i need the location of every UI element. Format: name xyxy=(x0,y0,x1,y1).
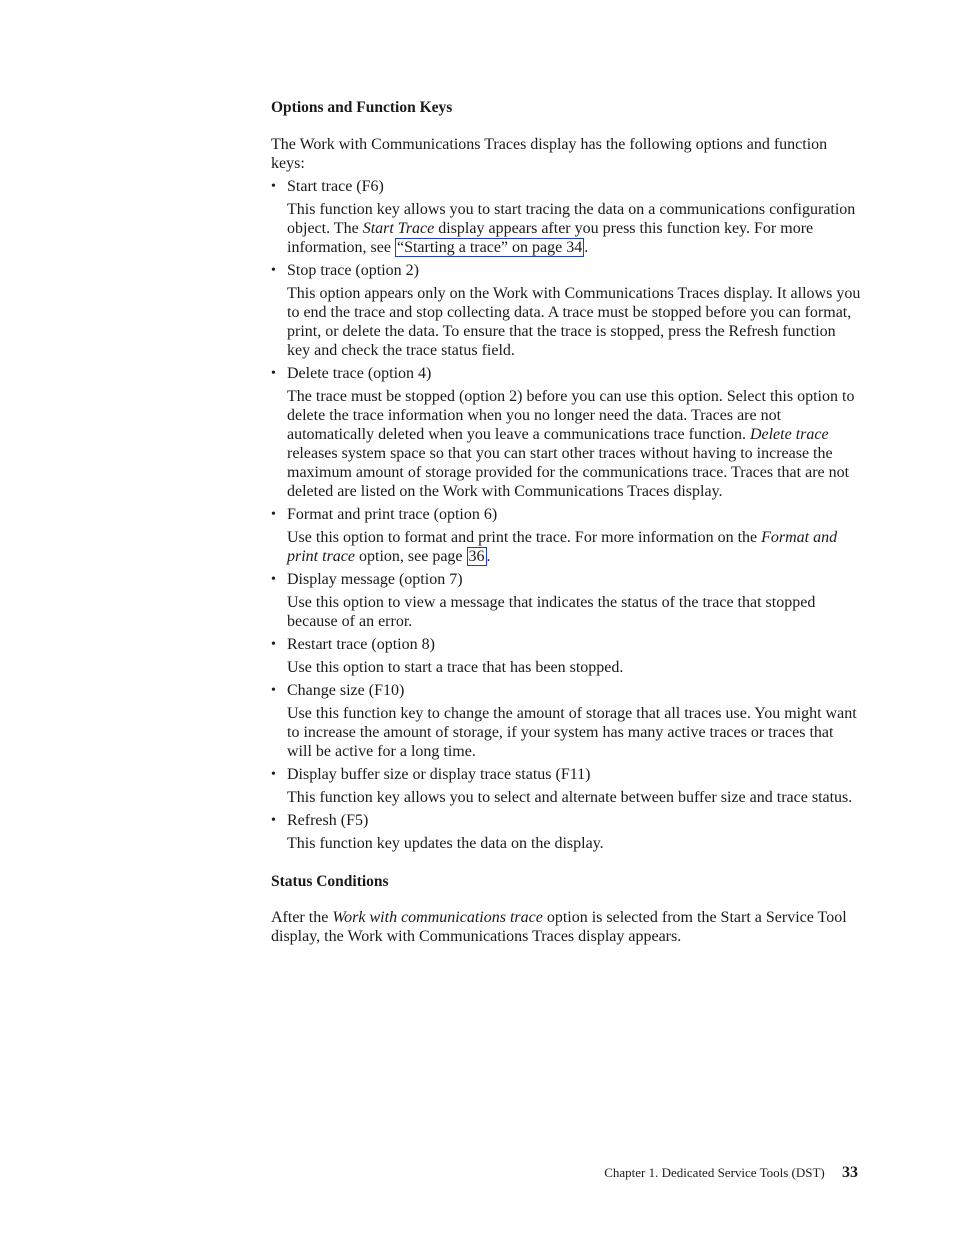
bullet-icon: • xyxy=(271,263,276,278)
bullet-icon: • xyxy=(271,507,276,522)
text-run: After the xyxy=(271,909,333,926)
list-item-description xyxy=(271,788,861,807)
bullet-icon: • xyxy=(271,683,276,698)
list-item-title xyxy=(271,505,861,524)
list-item-title-text: Display buffer size or display trace status (F11) xyxy=(287,766,591,783)
bullet-icon: • xyxy=(271,179,276,194)
list-item xyxy=(271,364,861,501)
list-item-description xyxy=(271,834,861,853)
list-item-title xyxy=(271,811,861,830)
text-run: This function key allows you to start tracing the data on a communications configuration object. The xyxy=(287,201,856,237)
list-item-title xyxy=(271,635,861,654)
text-run: releases system space so that you can start other traces without having to increase the maximum amount of storage provided for the communications trace. Traces that are not deleted are listed on the Work with Communications Traces display. xyxy=(287,445,850,500)
list-item-description xyxy=(271,593,861,631)
italic-term: Format and print trace xyxy=(287,529,838,565)
list-item-title-text: Stop trace (option 2) xyxy=(287,262,419,279)
text-run: . xyxy=(486,548,491,565)
text-run: The trace must be stopped (option 2) before you can use this option. Select this option to delete the trace information when you no longer need the data. Traces are not automatically deleted when you leave a communications trace function. xyxy=(287,388,855,443)
list-item-title-text: Restart trace (option 8) xyxy=(287,636,435,653)
cross-reference-link[interactable]: 36 xyxy=(468,548,485,565)
page-body xyxy=(271,98,861,946)
options-list xyxy=(271,177,861,853)
bullet-icon: • xyxy=(271,366,276,381)
list-item xyxy=(271,681,861,761)
list-item-title xyxy=(271,765,861,784)
section-heading-status: Status Conditions xyxy=(271,873,389,890)
text-run: Use this option to format and print the trace. For more information on the xyxy=(287,529,762,546)
text-run: This option appears only on the Work with Communications Traces display. It allows you to end the trace and stop collecting data. A trace must be stopped before you can format, print, or delete the data. To ensure that the trace is stopped, press the Refresh function key and check the trace status field. xyxy=(287,285,861,359)
text-run: This function key allows you to select and alternate between buffer size and trace status. xyxy=(287,789,853,806)
list-item-title-text: Format and print trace (option 6) xyxy=(287,506,498,523)
list-item-description xyxy=(271,528,861,566)
bullet-icon: • xyxy=(271,637,276,652)
list-item xyxy=(271,570,861,631)
list-item-title xyxy=(271,681,861,700)
list-item xyxy=(271,505,861,566)
text-run: Use this function key to change the amount of storage that all traces use. You might want to increase the amount of storage, if your system has many active traces or traces that will be active for a long time. xyxy=(287,705,857,760)
list-item-title-text: Delete trace (option 4) xyxy=(287,365,432,382)
list-item-title-text: Change size (F10) xyxy=(287,682,405,699)
bullet-icon: • xyxy=(271,767,276,782)
text-run: option is selected from the Start a Service Tool display, the Work with Communications Traces display appears. xyxy=(271,909,847,945)
bullet-icon: • xyxy=(271,572,276,587)
status-paragraph xyxy=(271,908,861,946)
text-run: option, see page xyxy=(355,548,467,565)
list-item-description xyxy=(271,284,861,360)
text-run: . xyxy=(584,239,589,256)
intro-paragraph: The Work with Communications Traces display has the following options and function keys: xyxy=(271,136,828,172)
list-item-title xyxy=(271,570,861,589)
list-item-title xyxy=(271,261,861,280)
section-heading-options: Options and Function Keys xyxy=(271,99,453,116)
italic-term: Delete trace xyxy=(749,426,829,443)
italic-term: Start Trace xyxy=(362,220,435,237)
list-item xyxy=(271,635,861,677)
list-item-description xyxy=(271,387,861,501)
list-item-title xyxy=(271,177,861,196)
list-item-description xyxy=(271,704,861,761)
list-item xyxy=(271,177,861,257)
text-run: Use this option to start a trace that has been stopped. xyxy=(287,659,624,676)
list-item-title-text: Display message (option 7) xyxy=(287,571,463,588)
footer-page-number: 33 xyxy=(842,1164,858,1181)
bullet-icon: • xyxy=(271,813,276,828)
list-item-description xyxy=(271,200,861,257)
text-run: Use this option to view a message that indicates the status of the trace that stopped because of an error. xyxy=(287,594,816,630)
cross-reference-link[interactable]: “Starting a trace” on page 34 xyxy=(396,239,583,256)
list-item-title-text: Refresh (F5) xyxy=(287,812,369,829)
list-item-title-text: Start trace (F6) xyxy=(287,178,384,195)
list-item-description xyxy=(271,658,861,677)
text-run: This function key updates the data on the display. xyxy=(287,835,604,852)
list-item-title xyxy=(271,364,861,383)
text-run: display appears after you press this function key. For more information, see xyxy=(287,220,814,256)
list-item xyxy=(271,811,861,853)
footer-chapter-title: Chapter 1. Dedicated Service Tools (DST) xyxy=(604,1165,825,1180)
list-item xyxy=(271,765,861,807)
list-item xyxy=(271,261,861,360)
italic-term: Work with communications trace xyxy=(332,909,543,926)
page-footer xyxy=(604,1164,858,1182)
